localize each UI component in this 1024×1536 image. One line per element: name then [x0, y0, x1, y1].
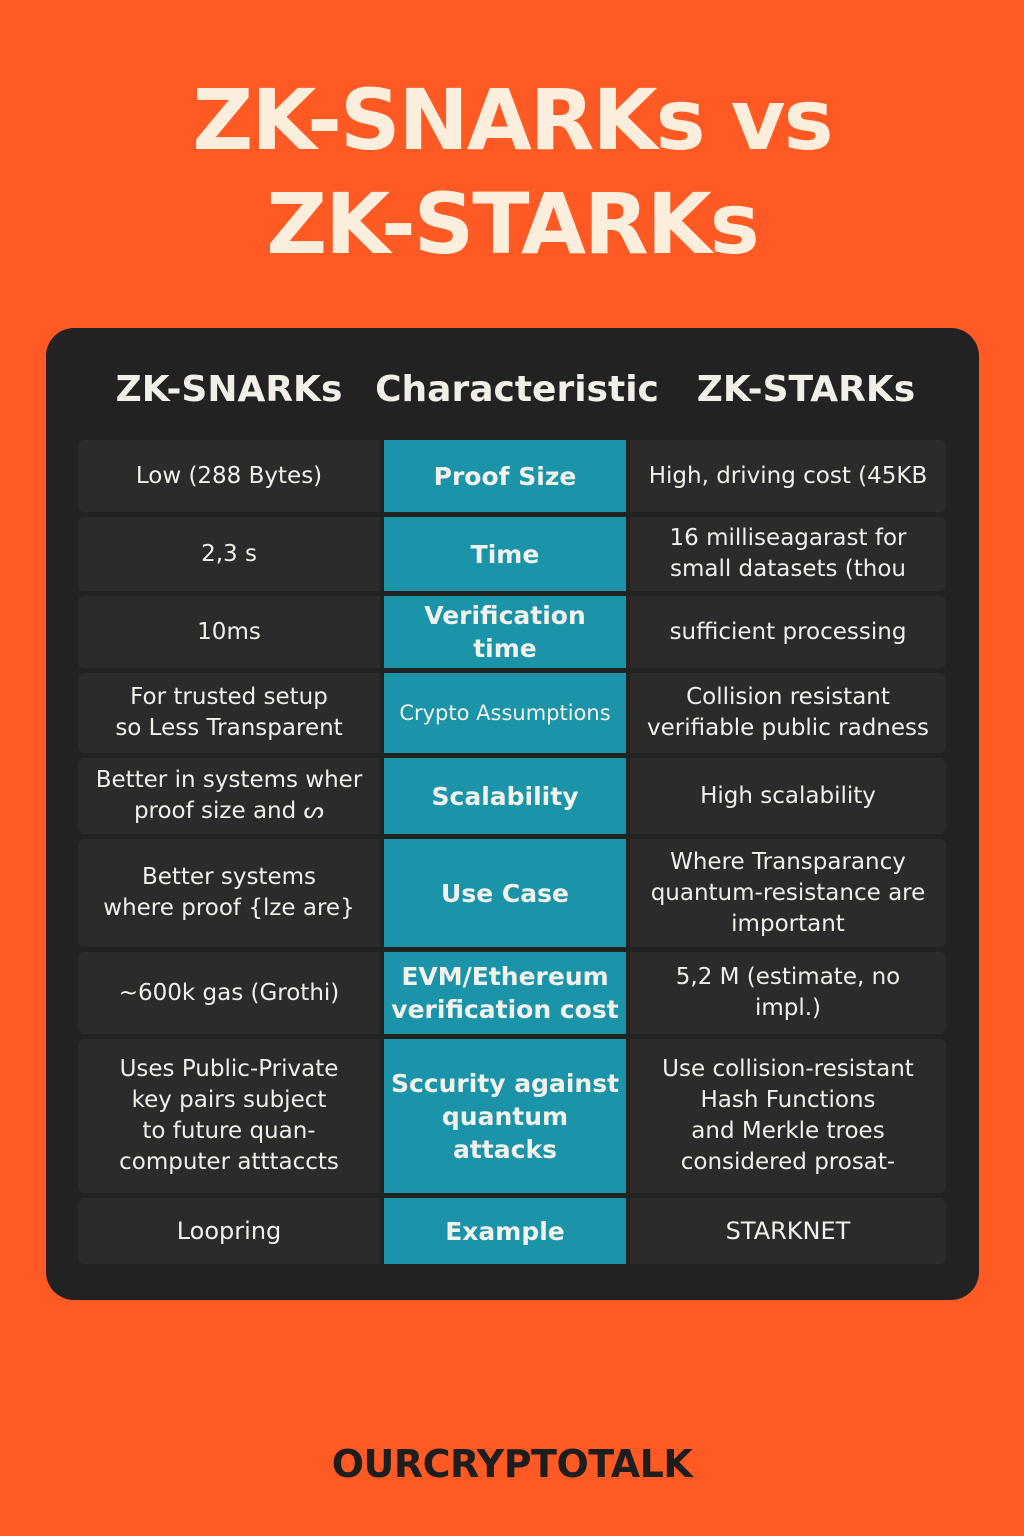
snarks-cell: 10ms [78, 596, 380, 668]
title-line-2: ZK-STARKs [266, 175, 758, 273]
characteristic-cell: Crypto Assumptions [384, 673, 626, 753]
snarks-cell: Uses Public-Private key pairs subject to future quan- computer atttaccts [78, 1039, 380, 1193]
table-row-quantum-security [78, 1039, 946, 1193]
table-row-use-case [78, 839, 946, 947]
starks-cell: Use collision-resistant Hash Functions and Merkle troes considered prosat- [630, 1039, 946, 1193]
snarks-cell: 2,3 s [78, 517, 380, 591]
title-line-1: ZK-SNARKs vs [192, 71, 832, 169]
characteristic-cell: EVM/Ethereum verification cost [384, 952, 626, 1034]
snarks-cell: Better in systems wher proof size and ᔕ [78, 758, 380, 834]
table-row-verification-time [78, 596, 946, 668]
brand-footer: OURCRYPTOTALK [331, 1442, 693, 1486]
characteristic-cell: Use Case [384, 839, 626, 947]
snarks-cell: Loopring [78, 1198, 380, 1264]
starks-cell: 5,2 M (estimate, no impl.) [630, 952, 946, 1034]
characteristic-cell: Proof Size [384, 440, 626, 512]
snarks-cell: Better systems where proof {lze are} [78, 839, 380, 947]
starks-cell: Collision resistant verifiable public radness [630, 673, 946, 753]
snarks-cell: ~600k gas (Grothi) [78, 952, 380, 1034]
snarks-cell: For trusted setup so Less Transparent [78, 673, 380, 753]
table-row-crypto-assumptions [78, 673, 946, 753]
table-row-example [78, 1198, 946, 1264]
characteristic-cell: Sccurity against quantum attacks [384, 1039, 626, 1193]
table-row-evm-verification-cost [78, 952, 946, 1034]
header-zk-starks: ZK-STARKs [696, 369, 916, 410]
page-title [0, 68, 1024, 276]
characteristic-cell: Scalability [384, 758, 626, 834]
starks-cell: Where Transparancy quantum-resistance are important [630, 839, 946, 947]
header-characteristic: Characteristic [375, 369, 659, 410]
starks-cell: High, driving cost (45KB [630, 440, 946, 512]
snarks-cell: Low (288 Bytes) [78, 440, 380, 512]
characteristic-cell: Example [384, 1198, 626, 1264]
header-zk-snarks: ZK-SNARKs [115, 369, 343, 410]
table-row-scalability [78, 758, 946, 834]
starks-cell: 16 milliseagarast for small datasets (thou [630, 517, 946, 591]
starks-cell: High scalability [630, 758, 946, 834]
starks-cell: sufficient processing [630, 596, 946, 668]
characteristic-cell: Time [384, 517, 626, 591]
characteristic-cell: Verification time [384, 596, 626, 668]
starks-cell: STARKNET [630, 1198, 946, 1264]
table-row-proof-size [78, 440, 946, 512]
table-row-time [78, 517, 946, 591]
